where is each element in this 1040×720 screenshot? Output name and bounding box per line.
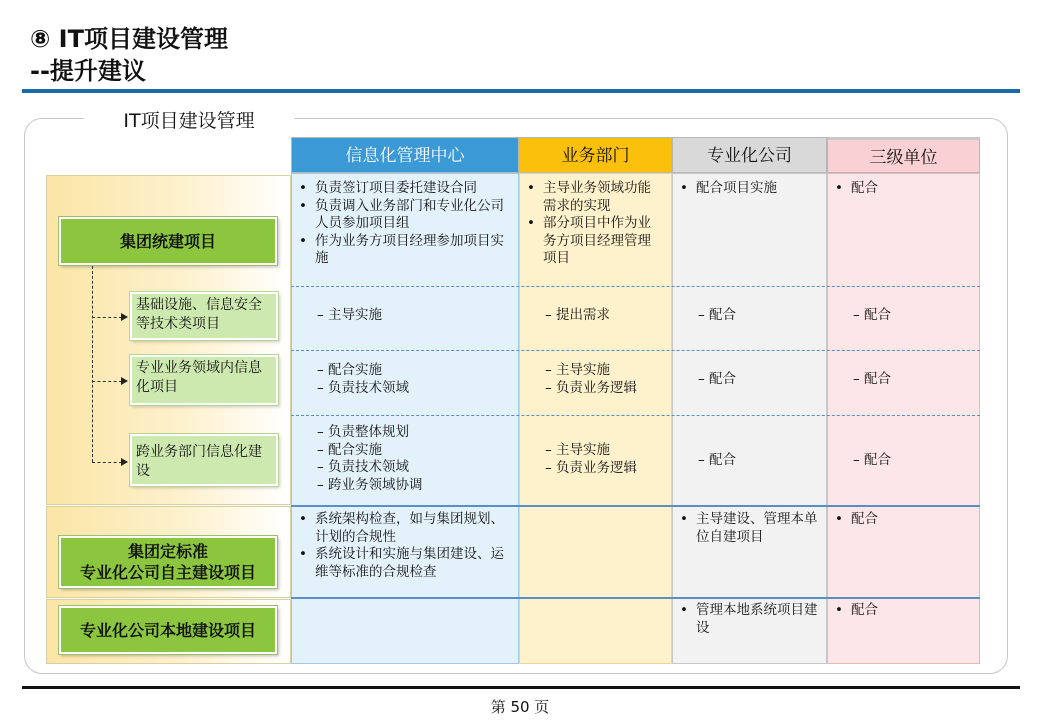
list-item: • 配合 <box>829 180 977 198</box>
category-standard <box>59 536 277 588</box>
list-item: – 负责技术领域 <box>317 459 410 475</box>
connector-vertical <box>92 266 93 462</box>
category-cross-dept: 跨业务部门信息化建设 <box>130 434 278 486</box>
list-item: • 系统架构检查，如与集团规划、计划的合规性 <box>293 511 517 546</box>
cell-group-lvl3 <box>829 180 977 198</box>
category-standard-line2: 专业化公司自主建设项目 <box>79 563 256 582</box>
list-item: • 部分项目中作为业务方项目经理管理项目 <box>521 215 661 268</box>
cell-group-pro <box>674 180 824 198</box>
category-group-built: 集团统建项目 <box>59 217 277 265</box>
cell-sub3-lvl3: – 配合 <box>853 452 892 468</box>
list-item: • 系统设计和实施与集团建设、运维等标准的合规检查 <box>293 546 517 581</box>
row-separator <box>291 597 980 599</box>
category-local: 专业化公司本地建设项目 <box>59 606 277 654</box>
footer-rule <box>22 686 1020 689</box>
list-item: – 配合实施 <box>317 441 383 458</box>
cell-sub1-biz: – 提出需求 <box>545 307 611 323</box>
list-item: • 负责签订项目委托建设合同 <box>293 180 517 198</box>
header-third-level-unit: 三级单位 <box>827 137 980 173</box>
connector-horizontal <box>92 462 122 463</box>
list-item: • 作为业务方项目经理参加项目实施 <box>293 233 517 268</box>
cell-local-pro <box>674 602 824 637</box>
frame-label: IT项目建设管理 <box>84 106 294 136</box>
list-item: – 主导实施 <box>545 362 611 378</box>
list-item: • 配合项目实施 <box>674 180 824 198</box>
cell-sub1-pro: – 配合 <box>698 307 737 323</box>
list-item: – 主导实施 <box>545 442 611 458</box>
arrow-right-icon <box>121 458 128 466</box>
page-number: 第 50 页 <box>490 698 550 716</box>
row-separator <box>291 505 980 507</box>
list-item: – 跨业务领域协调 <box>317 476 423 493</box>
list-item: • 负责调入业务部门和专业化公司人员参加项目组 <box>293 198 517 233</box>
row-separator <box>291 286 980 287</box>
cell-sub3-biz <box>545 442 637 477</box>
page-title: ⑧ IT项目建设管理 <box>30 25 228 53</box>
column-lvl3-bg <box>827 173 980 664</box>
list-item: • 配合 <box>829 602 977 620</box>
list-item: • 管理本地系统项目建设 <box>674 602 824 637</box>
category-business-domain: 专业业务领域内信息化项目 <box>130 355 278 405</box>
list-item: – 负责业务逻辑 <box>545 379 638 396</box>
cell-group-info <box>293 180 517 268</box>
category-standard-line1: 集团定标准 <box>127 542 208 561</box>
cell-group-biz <box>521 180 661 268</box>
list-item: – 配合实施 <box>317 362 383 378</box>
cell-standard-lvl3 <box>829 511 977 529</box>
row-separator <box>291 415 980 416</box>
row-separator <box>291 350 980 351</box>
arrow-right-icon <box>121 377 128 385</box>
list-item: • 主导建设、管理本单位自建项目 <box>674 511 824 546</box>
cell-sub2-pro: – 配合 <box>698 371 737 387</box>
list-item: – 负责整体规划 <box>317 424 410 440</box>
header-business-dept: 业务部门 <box>519 137 672 173</box>
page-subtitle: --提升建议 <box>30 57 146 85</box>
list-item: • 主导业务领域功能需求的实现 <box>521 180 661 215</box>
cell-sub2-info <box>317 362 409 397</box>
cell-sub1-info: – 主导实施 <box>317 307 383 323</box>
connector-horizontal <box>92 381 122 382</box>
connector-horizontal <box>92 317 122 318</box>
header-specialized-company: 专业化公司 <box>672 137 827 173</box>
list-item: – 负责技术领域 <box>317 379 410 396</box>
title-rule <box>22 89 1020 93</box>
header-info-center: 信息化管理中心 <box>291 137 519 173</box>
cell-standard-pro <box>674 511 824 546</box>
cell-sub2-lvl3: – 配合 <box>853 371 892 387</box>
arrow-right-icon <box>121 313 128 321</box>
cell-sub2-biz <box>545 362 637 397</box>
column-pro-bg <box>672 173 827 664</box>
cell-sub3-pro: – 配合 <box>698 452 737 468</box>
category-infrastructure: 基础设施、信息安全等技术类项目 <box>130 292 278 340</box>
cell-sub3-info <box>317 424 423 494</box>
list-item: – 负责业务逻辑 <box>545 459 638 476</box>
cell-sub1-lvl3: – 配合 <box>853 307 892 323</box>
cell-local-lvl3 <box>829 602 977 620</box>
cell-standard-info <box>293 511 517 581</box>
list-item: • 配合 <box>829 511 977 529</box>
